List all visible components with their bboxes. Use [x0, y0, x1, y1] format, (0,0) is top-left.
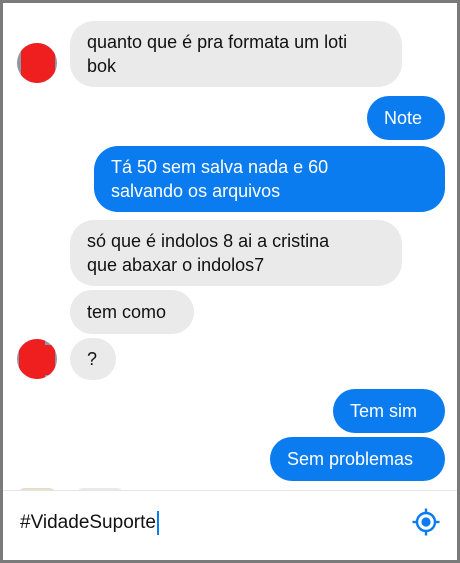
text-caret	[157, 511, 159, 535]
message-bubble-incoming[interactable]	[70, 290, 194, 334]
message-text: ?	[87, 349, 98, 369]
message-text: bok	[87, 56, 117, 76]
message-text: que abaxar o indolos7	[87, 255, 265, 275]
message-text: só que é indolos 8 ai a cristina	[87, 231, 330, 251]
message-bubble-incoming[interactable]	[70, 21, 402, 87]
message-input-text: #VidadeSuporte	[20, 512, 156, 533]
contact-avatar[interactable]	[17, 43, 57, 83]
redaction-mark	[21, 43, 55, 83]
contact-avatar[interactable]	[17, 339, 57, 379]
message-bubble-outgoing[interactable]	[333, 389, 445, 433]
message-bubble-incoming[interactable]	[70, 338, 116, 380]
message-text: Note	[384, 108, 423, 128]
message-composer	[3, 490, 457, 561]
message-text: salvando os arquivos	[111, 181, 281, 201]
message-bubble-incoming[interactable]	[70, 220, 402, 286]
message-text: tem como	[87, 302, 167, 322]
location-icon[interactable]	[411, 507, 441, 537]
message-text: quanto que é pra formata um loti	[87, 32, 348, 52]
message-text: Tem sim	[350, 401, 417, 421]
message-text: Sem problemas	[287, 449, 414, 469]
message-input[interactable]	[20, 511, 159, 535]
message-text: Tá 50 sem salva nada e 60	[111, 157, 329, 177]
message-bubble-outgoing[interactable]	[270, 437, 445, 481]
redaction-mark	[31, 345, 55, 375]
message-bubble-outgoing[interactable]	[94, 146, 445, 212]
message-bubble-outgoing[interactable]	[367, 96, 445, 140]
